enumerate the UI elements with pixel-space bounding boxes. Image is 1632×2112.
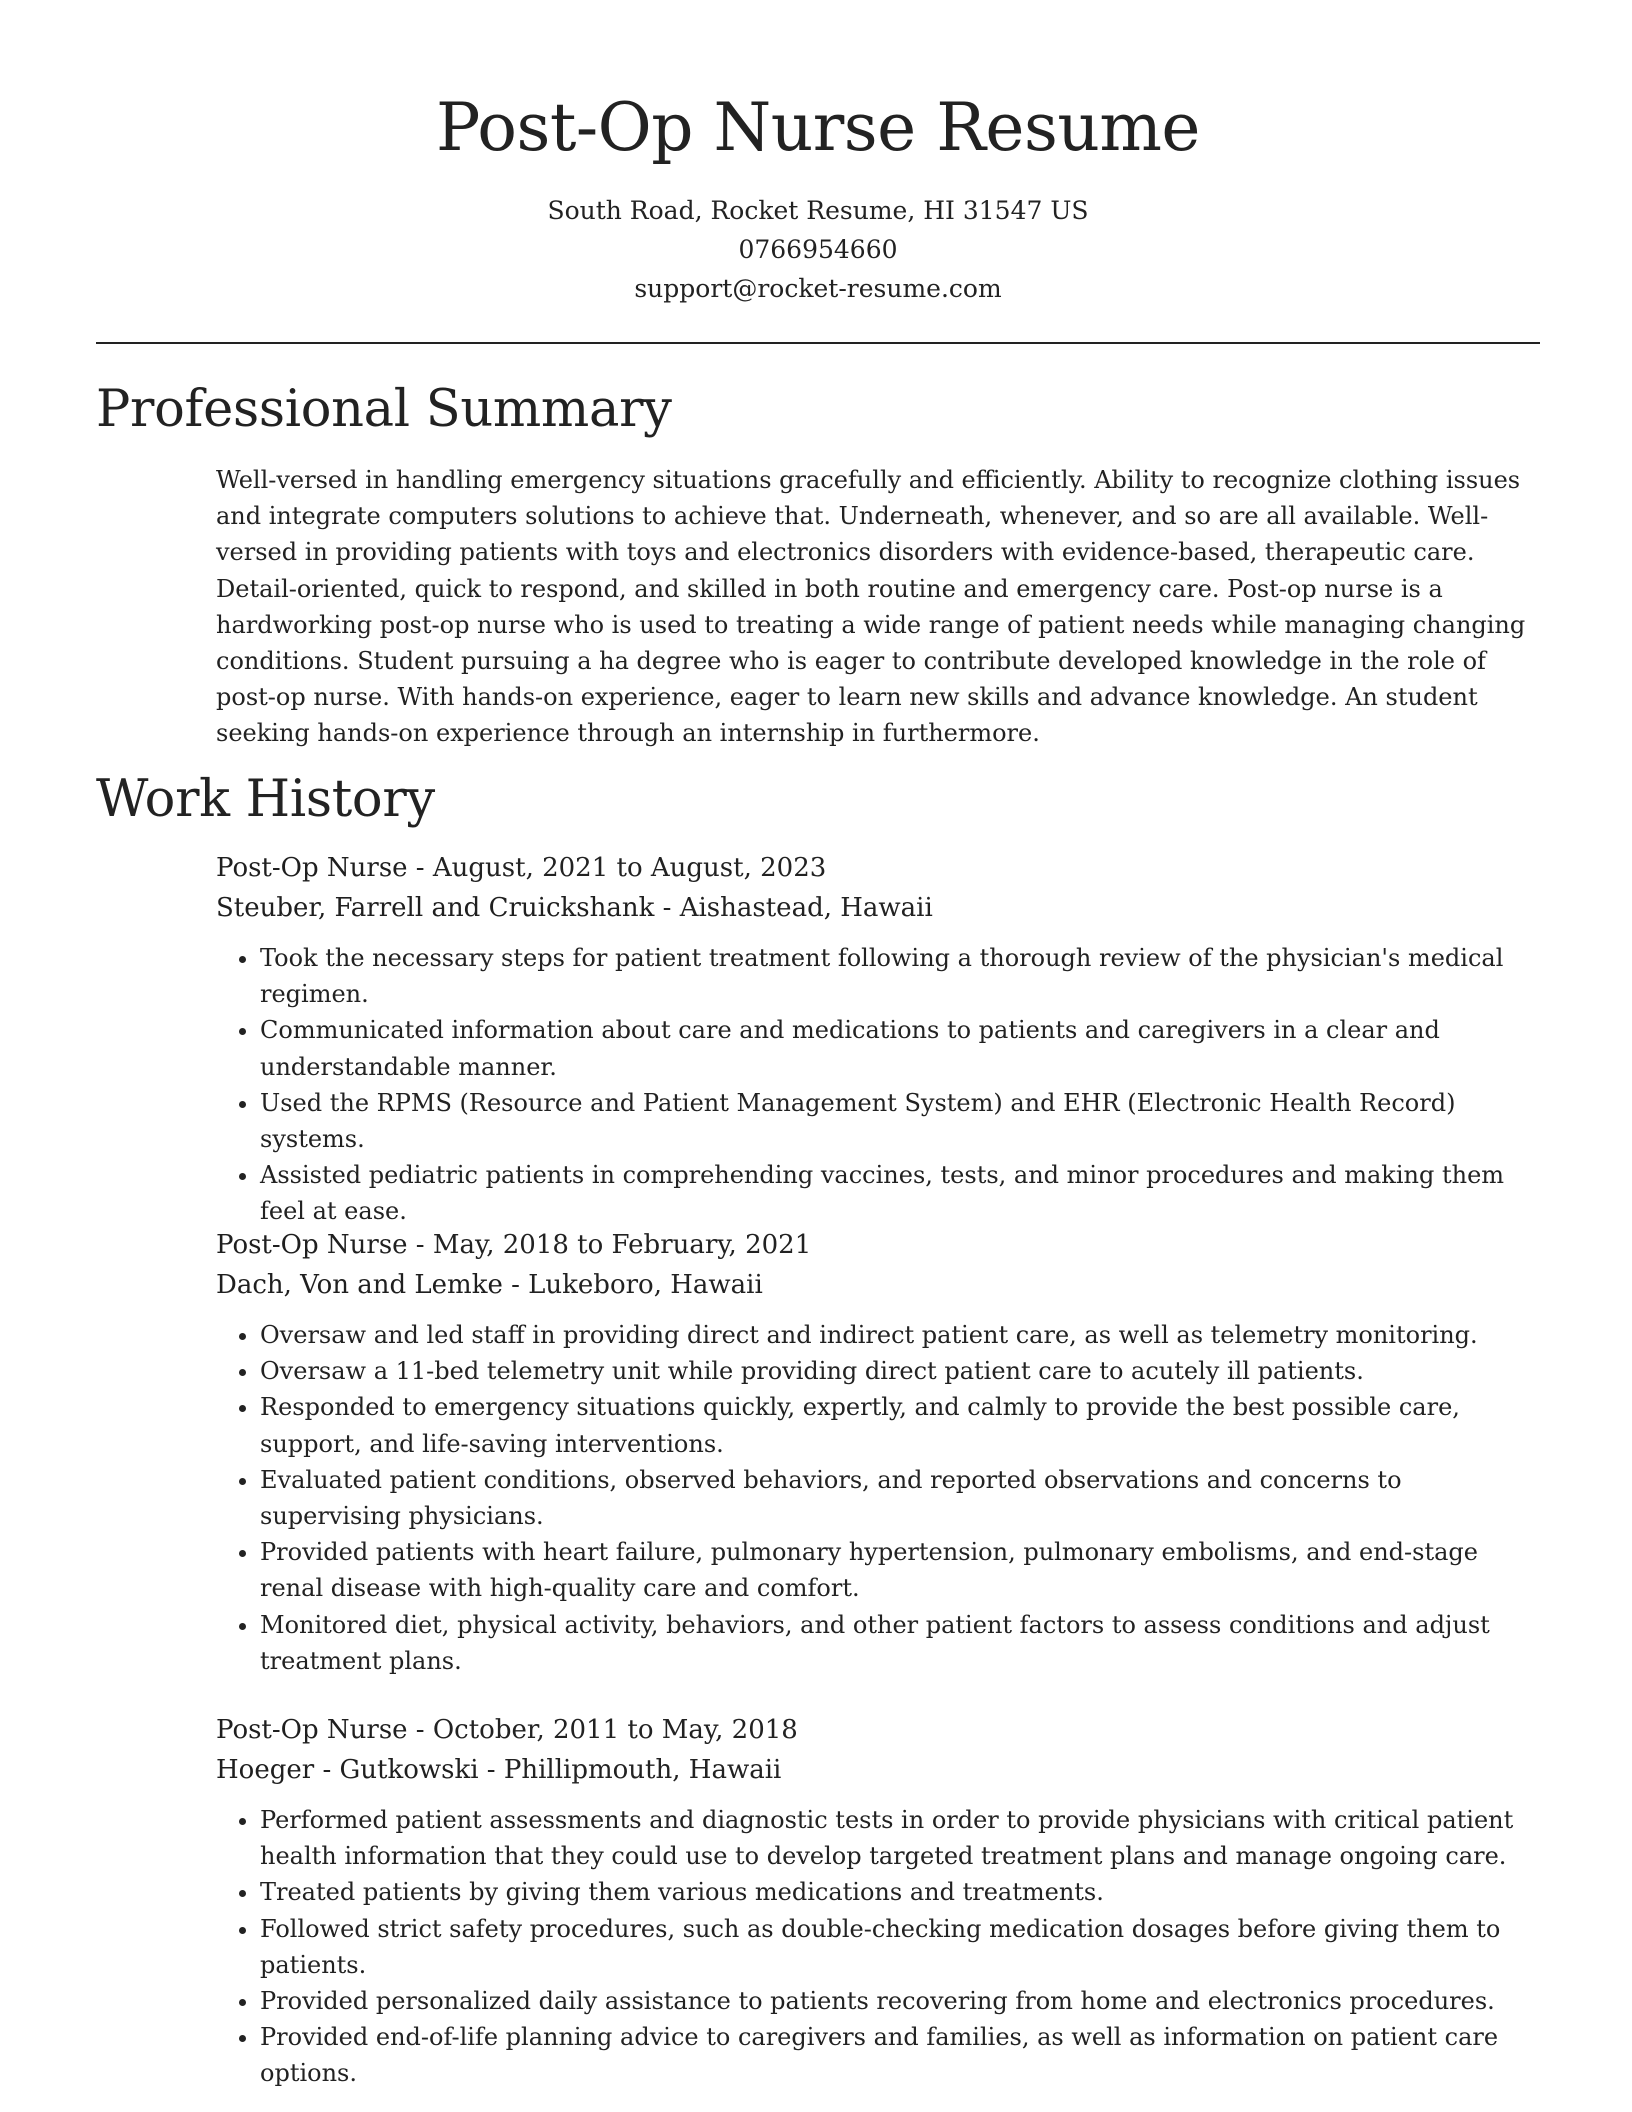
- job-company-line: [216, 888, 1546, 928]
- job-role: Post-Op Nurse: [216, 1230, 408, 1260]
- job-title-line: [216, 1225, 1546, 1265]
- job-role: Post-Op Nurse: [216, 1715, 408, 1745]
- job-bullet: • Oversaw a 11-bed telemetry unit while providing direct patient care to acutely ill patients.: [260, 1353, 1546, 1389]
- job-bullet: • Used the RPMS (Resource and Patient Management System) and EHR (Electronic Health Record) systems.: [260, 1085, 1546, 1157]
- job-bullet: • Took the necessary steps for patient treatment following a thorough review of the physician's medical regimen.: [260, 940, 1546, 1012]
- job-title-line: [216, 1710, 1546, 1750]
- job-bullet: • Responded to emergency situations quickly, expertly, and calmly to provide the best possible care, support, and life-saving interventions.: [260, 1389, 1546, 1461]
- contact-phone: 0766954660: [738, 235, 898, 264]
- summary-text: Well-versed in handling emergency situations gracefully and efficiently. Ability to recognize clothing issues and integrate computers solutions to achieve that. Underneath, whenever, and so are all available. Well-versed in providing patients with toys and electronics disorders with evidence-based, therapeutic care. Detail-oriented, quick to respond, and skilled in both routine and emergency care. Post-op nurse is a hardworking post-op nurse who is used to treating a wide range of patient needs while managing changing conditions. Student pursuing a ha degree who is eager to contribute developed knowledge in the role of post-op nurse. With hands-on experience, eager to learn new skills and advance knowledge. An student seeking hands-on experience through an internship in furthermore.: [216, 466, 1526, 748]
- job-location: - Aishastead, Hawaii: [654, 893, 933, 923]
- job-bullet: • Evaluated patient conditions, observed behaviors, and reported observations and concerns to supervising physicians.: [260, 1462, 1546, 1534]
- job-bullet: • Treated patients by giving them various medications and treatments.: [260, 1874, 1546, 1910]
- job-title-line: [216, 848, 1546, 888]
- job-bullet: • Oversaw and led staff in providing direct and indirect patient care, as well as telemetry monitoring.: [260, 1317, 1546, 1353]
- job-location: - Lukeboro, Hawaii: [502, 1270, 763, 1300]
- job-bullet: • Provided end-of-life planning advice to caregivers and families, as well as information on patient care options.: [260, 2019, 1546, 2091]
- job-bullet: • Communicated information about care and medications to patients and caregivers in a clear and understandable manner.: [260, 1012, 1546, 1084]
- job-bullet: • Provided personalized daily assistance to patients recovering from home and electronics procedures.: [260, 1983, 1546, 2019]
- job-bullets: [216, 940, 1546, 1230]
- job-entry: [216, 1225, 1546, 1679]
- job-entry: [216, 1710, 1546, 2092]
- job-bullet: • Provided patients with heart failure, pulmonary hypertension, pulmonary embolisms, and end-stage renal disease with high-quality care and comfort.: [260, 1534, 1546, 1606]
- summary-heading: Professional Summary: [96, 380, 672, 439]
- job-company: Steuber, Farrell and Cruickshank: [216, 893, 655, 923]
- job-bullets: [216, 1802, 1546, 2092]
- job-bullet: • Followed strict safety procedures, such as double-checking medication dosages before giving them to patients.: [260, 1911, 1546, 1983]
- job-location: - Phillipmouth, Hawaii: [478, 1755, 782, 1785]
- contact-email: support@rocket-resume.com: [634, 274, 1002, 303]
- job-bullet: • Monitored diet, physical activity, behaviors, and other patient factors to assess conditions and adjust treatment plans.: [260, 1607, 1546, 1679]
- resume-title: Post-Op Nurse Resume: [436, 89, 1200, 166]
- job-dates: - August, 2021 to August, 2023: [407, 853, 827, 883]
- header-divider: [96, 342, 1540, 344]
- job-company-line: [216, 1750, 1546, 1790]
- job-company: Dach, Von and Lemke: [216, 1270, 503, 1300]
- job-dates: - October, 2011 to May, 2018: [407, 1715, 798, 1745]
- work-history-heading: Work History: [96, 770, 435, 829]
- job-bullet: • Assisted pediatric patients in comprehending vaccines, tests, and minor procedures and making them feel at ease.: [260, 1157, 1546, 1229]
- job-company-line: [216, 1265, 1546, 1305]
- job-bullet: • Performed patient assessments and diagnostic tests in order to provide physicians with critical patient health information that they could use to develop targeted treatment plans and manage ongoing care.: [260, 1802, 1546, 1874]
- contact-block: [96, 191, 1540, 308]
- job-dates: - May, 2018 to February, 2021: [407, 1230, 812, 1260]
- job-entry: [216, 848, 1546, 1230]
- contact-address: South Road, Rocket Resume, HI 31547 US: [547, 196, 1089, 225]
- job-company: Hoeger - Gutkowski: [216, 1755, 479, 1785]
- job-bullets: [216, 1317, 1546, 1679]
- job-role: Post-Op Nurse: [216, 853, 408, 883]
